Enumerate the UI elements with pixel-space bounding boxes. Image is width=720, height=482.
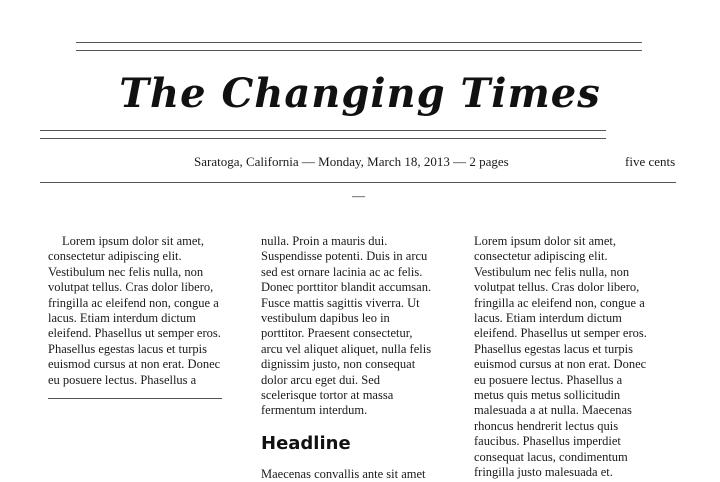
- text-line: Vestibulum nec felis nulla, non: [48, 264, 204, 279]
- text-line: Phasellus egestas lacus et turpis: [48, 341, 207, 356]
- text-line: metus quis metus sollicitudin: [474, 388, 621, 403]
- text-line: fringilla ac eleifend non, congue a: [474, 295, 645, 310]
- dateline-rule: [40, 182, 676, 183]
- text-line: Vestibulum nec felis nulla, non: [474, 264, 630, 279]
- text-line: Phasellus egestas lacus et turpis: [474, 341, 633, 356]
- newspaper-masthead: The Changing Times: [119, 70, 601, 117]
- text-line: dignissim justo, non consequat: [261, 357, 416, 372]
- text-line: nulla. Proin a mauris dui.: [261, 234, 388, 248]
- text-line: arcu vel aliquet aliquet, nulla felis: [261, 341, 432, 356]
- article-column-2: [261, 234, 431, 482]
- text-line: rhoncus hendrerit lectus quis: [474, 418, 619, 433]
- text-line: Maecenas convallis ante sit amet: [261, 466, 426, 481]
- dateline: Saratoga, California — Monday, March 18, 2013 — 2 pages: [194, 154, 509, 169]
- text-line: consectetur adipiscing elit.: [48, 249, 182, 264]
- text-line: malesuada a at nulla. Maecenas: [474, 403, 632, 418]
- text-line: fringilla justo malesuada et.: [474, 465, 613, 480]
- separator-dash: —: [352, 188, 365, 203]
- text-line: vestibulum dapibus leo in: [261, 311, 390, 326]
- text-line: consequat lacus, condimentum: [474, 449, 628, 464]
- text-line: Fusce mattis sagittis viverra. Ut: [261, 295, 420, 310]
- text-line: dolor arcu eget dui. Sed: [261, 372, 381, 387]
- text-line: lacus. Etiam interdum dictum: [474, 311, 622, 326]
- article-column-3: [474, 234, 647, 481]
- masthead-top-rule-2: [76, 50, 642, 51]
- article-column-1: [48, 234, 221, 388]
- masthead-bottom-rule-2: [40, 138, 606, 139]
- text-line: fringilla ac eleifend non, congue a: [48, 295, 219, 310]
- text-line: euismod cursus at non erat. Donec: [474, 357, 647, 372]
- column-1-end-rule: [48, 398, 222, 399]
- text-line: Lorem ipsum dolor sit amet,: [62, 234, 204, 248]
- text-line: eu posuere lectus. Phasellus a: [474, 372, 623, 387]
- text-line: volutpat tellus. Cras dolor libero,: [474, 280, 640, 295]
- text-line: scelerisque tortor at massa: [261, 388, 394, 403]
- text-line: Lorem ipsum dolor sit amet,: [474, 234, 616, 248]
- text-line: eleifend. Phasellus ut semper eros.: [474, 326, 647, 341]
- text-line: porttitor. Praesent consectetur,: [261, 326, 413, 341]
- text-line: Donec porttitor blandit accumsan.: [261, 280, 432, 295]
- text-line: eu posuere lectus. Phasellus a: [48, 372, 197, 387]
- masthead-top-rule: [76, 42, 642, 43]
- text-line: lacus. Etiam interdum dictum: [48, 311, 196, 326]
- text-line: Suspendisse potenti. Duis in arcu: [261, 249, 428, 264]
- price-label: five cents: [625, 154, 676, 169]
- text-line: eleifend. Phasellus ut semper eros.: [48, 326, 221, 341]
- article-headline: Headline: [261, 432, 351, 454]
- text-line: volutpat tellus. Cras dolor libero,: [48, 280, 214, 295]
- text-line: faucibus. Phasellus imperdiet: [474, 434, 621, 449]
- text-line: euismod cursus at non erat. Donec: [48, 357, 221, 372]
- masthead-bottom-rule: [40, 130, 606, 131]
- text-line: sed est ornare lacinia ac ac felis.: [261, 264, 423, 279]
- text-line: consectetur adipiscing elit.: [474, 249, 608, 264]
- text-line: fermentum interdum.: [261, 403, 368, 418]
